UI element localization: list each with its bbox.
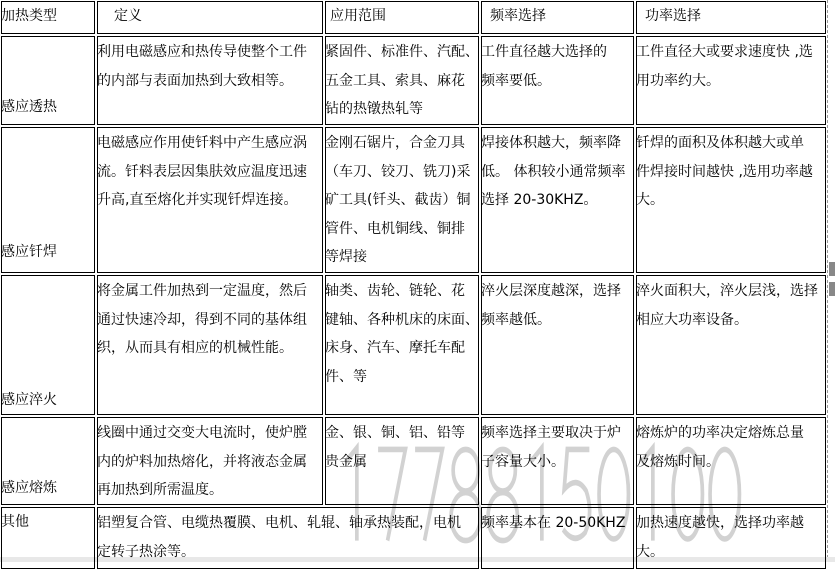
heating-type-label: 感应钎焊 (1, 244, 57, 260)
text-line: 键轴、各种机床的床面、 (325, 311, 479, 328)
text-line: 金刚石锯片，合金刀具 (325, 135, 465, 151)
text-line: 钎焊的面积及体积越大或单 (636, 135, 804, 151)
text-line: 熔炼炉的功率决定熔炼总量 (636, 425, 804, 441)
frequency-text (481, 419, 621, 476)
text-line: 用功率约大。 (636, 72, 720, 89)
text-line: 频率基本在 20-50KHZ (481, 515, 626, 531)
text-line: 管件、电机铜线、铜排 (325, 220, 465, 237)
text-line: 金、银、铜、铝、铅等 (325, 425, 465, 441)
header-definition: 定义 (114, 8, 142, 24)
text-line: 件、等 (325, 368, 367, 385)
text-line: 选择 20-30KHZ。 (481, 192, 598, 208)
text-line: 件焊接时间越快 ,选用功率越 (636, 163, 813, 180)
text-line: 相应大功率设备。 (636, 311, 748, 328)
text-line: 等焊接 (325, 249, 367, 265)
text-line: 将金属工件加热到一定温度，然后 (97, 283, 307, 299)
text-line: 钻的热镦热轧等 (325, 101, 423, 117)
text-line: 加热速度越快，选择功率越 (636, 515, 804, 531)
power-text (636, 277, 818, 334)
text-line: 工件直径越大选择的 (481, 44, 607, 60)
text-line: 铝塑复合管、电缆热覆膜、电机、轧辊、轴承热装配，电机 (97, 515, 461, 531)
text-line: 大。 (636, 192, 664, 208)
text-line: 定转子热涂等。 (97, 543, 195, 560)
text-line: 频率要低。 (481, 72, 551, 89)
text-line: 矿工具(钎头、截齿）铜 (325, 192, 471, 208)
text-line: 及熔炼时间。 (636, 453, 720, 470)
definition-text (97, 509, 461, 566)
text-line: 大。 (636, 543, 664, 560)
header-frequency: 频率选择 (490, 8, 546, 24)
power-text (636, 509, 804, 566)
frequency-text (481, 129, 625, 215)
text-line: 通过快速冷却，得到不同的基体组 (97, 311, 307, 328)
text-line: 轴类、齿轮、链轮、花 (325, 283, 465, 299)
header-power: 功率选择 (645, 8, 701, 24)
text-line: 低。 体积较小通常频率 (481, 163, 626, 180)
text-line: 频率越低。 (481, 311, 551, 328)
text-line: 内的炉料加热熔化，并将液态金属 (97, 453, 307, 470)
text-line: 频率选择主要取决于炉 (481, 425, 621, 441)
text-line: 电磁感应作用使钎料中产生感应涡 (97, 135, 307, 151)
application-text (325, 129, 470, 272)
text-line: 贵金属 (325, 453, 367, 470)
text-line: 流。钎料表层因集肤效应温度迅速 (97, 163, 307, 180)
power-text (636, 419, 804, 476)
application-text (325, 38, 479, 124)
text-line: （车刀、铰刀、铣刀)采 (325, 163, 471, 180)
application-text (325, 277, 479, 391)
text-line: 淬火面积大，淬火层浅，选择 (636, 283, 818, 299)
text-line: 淬火层深度越深，选择 (481, 283, 621, 299)
text-line: 五金工具、索具、麻花 (325, 72, 465, 89)
text-line: 工件直径大或要求速度快 ,选 (636, 44, 813, 60)
heating-type-label: 感应淬火 (1, 392, 57, 408)
text-line: 紧固件、标准件、汽配、 (325, 44, 479, 60)
definition-text (97, 129, 307, 215)
header-application: 应用范围 (330, 8, 386, 24)
frequency-text (481, 277, 621, 334)
text-line: 床身、汽车、摩托车配 (325, 340, 465, 356)
header-type: 加热类型 (1, 8, 57, 24)
heating-type-label: 感应熔炼 (1, 480, 57, 496)
text-line: 线圈中通过交变大电流时，使炉膛 (97, 425, 307, 441)
power-text (636, 129, 813, 215)
power-text (636, 38, 813, 95)
text-line: 利用电磁感应和热传导使整个工件 (97, 44, 307, 60)
text-line: 升高,直至熔化并实现钎焊连接。 (97, 192, 298, 208)
frequency-text (481, 38, 607, 95)
text-line: 焊接体积越大，频率降 (481, 135, 621, 151)
application-text (325, 419, 465, 476)
text-line: 子容量大小。 (481, 453, 565, 470)
heating-type-label: 感应透热 (1, 99, 57, 115)
frequency-text (481, 509, 625, 538)
text-line: 织，从而具有相应的机械性能。 (97, 340, 293, 356)
definition-text (97, 277, 307, 363)
text-line: 再加热到所需温度。 (97, 482, 223, 498)
definition-text (97, 419, 307, 505)
definition-text (97, 38, 307, 95)
text-line: 的内部与表面加热到大致相等。 (97, 72, 293, 89)
heating-type-label: 其他 (1, 514, 29, 530)
